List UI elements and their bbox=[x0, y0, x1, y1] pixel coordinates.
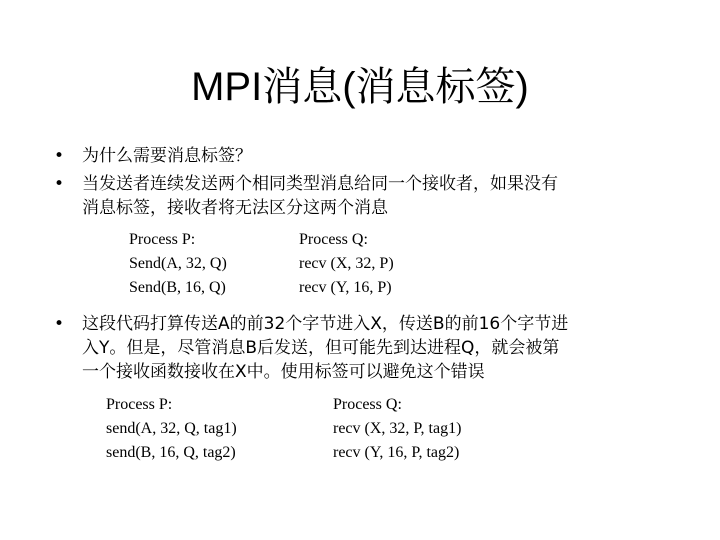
code-line: send(A, 32, Q, tag1) bbox=[106, 420, 237, 437]
bullet-marker: • bbox=[54, 146, 65, 166]
code-line: Process Q: bbox=[333, 396, 402, 413]
code-line: send(B, 16, Q, tag2) bbox=[106, 444, 236, 461]
code-line: Send(B, 16, Q) bbox=[129, 279, 226, 296]
bullet-marker: • bbox=[54, 174, 65, 194]
slide-title: MPI消息(消息标签) bbox=[191, 65, 529, 109]
bullet-line: 当发送者连续发送两个相同类型消息给同一个接收者，如果没有 bbox=[82, 174, 558, 194]
bullet-text bbox=[82, 312, 652, 384]
code-line: Send(A, 32, Q) bbox=[129, 255, 227, 272]
bullet-text bbox=[82, 172, 652, 220]
code-line: Process Q: bbox=[299, 231, 368, 248]
code-process-p-1 bbox=[129, 228, 227, 300]
code-line: recv (X, 32, P, tag1) bbox=[333, 420, 462, 437]
bullet-marker: • bbox=[54, 314, 65, 334]
bullet-line: 入Y。但是，尽管消息B后发送，但可能先到达进程Q，就会被第 bbox=[82, 338, 560, 358]
code-line: Process P: bbox=[129, 231, 196, 248]
code-process-q-2 bbox=[333, 393, 461, 465]
bullet-line: 为什么需要消息标签？ bbox=[82, 146, 252, 166]
bullet-line: 一个接收函数接收在X中。使用标签可以避免这个错误 bbox=[82, 362, 485, 382]
bullet-text bbox=[82, 144, 652, 168]
code-line: recv (Y, 16, P, tag2) bbox=[333, 444, 460, 461]
code-line: Process P: bbox=[106, 396, 173, 413]
code-line: recv (X, 32, P) bbox=[299, 255, 394, 272]
bullet-line: 消息标签，接收者将无法区分这两个消息 bbox=[82, 198, 388, 218]
code-line: recv (Y, 16, P) bbox=[299, 279, 392, 296]
code-process-q-1 bbox=[299, 228, 394, 300]
code-process-p-2 bbox=[106, 393, 237, 465]
bullet-line: 这段代码打算传送A的前32个字节进入X，传送B的前16个字节进 bbox=[82, 314, 569, 334]
